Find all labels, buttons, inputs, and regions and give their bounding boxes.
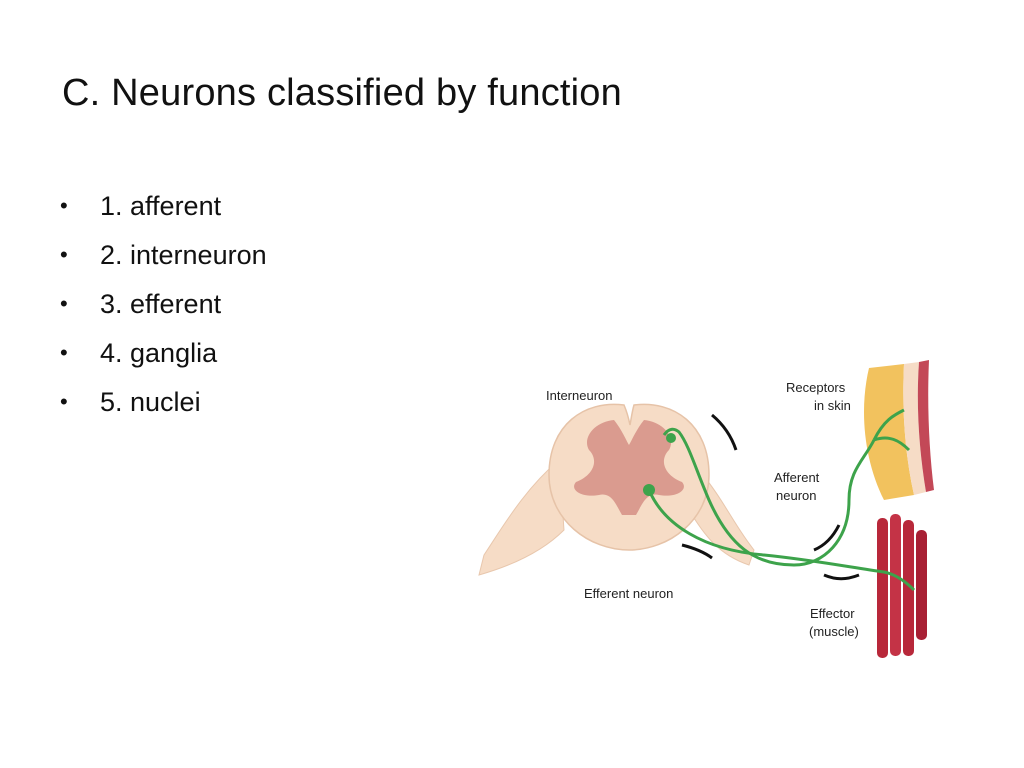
bullet-icon: • <box>60 340 68 365</box>
skin-tissue <box>864 360 934 500</box>
bullet-list <box>60 187 267 432</box>
bullet-text: 4. ganglia <box>100 338 218 368</box>
label-effector-line2: (muscle) <box>809 624 859 639</box>
label-efferent: Efferent neuron <box>584 586 674 601</box>
bullet-item <box>60 383 267 432</box>
label-afferent-line2: neuron <box>776 488 817 503</box>
bullet-icon: • <box>60 389 68 414</box>
label-afferent-line1: Afferent <box>774 470 820 485</box>
label-receptors-line2: in skin <box>814 398 851 413</box>
label-interneuron: Interneuron <box>546 388 613 403</box>
bullet-icon: • <box>60 291 68 316</box>
bullet-item <box>60 285 267 334</box>
bullet-item <box>60 334 267 383</box>
bullet-icon: • <box>60 242 68 267</box>
bullet-text: 5. nuclei <box>100 387 201 417</box>
bullet-item <box>60 236 267 285</box>
spinal-cord <box>479 404 754 575</box>
bullet-item <box>60 187 267 236</box>
motor-neuron-soma <box>643 484 655 496</box>
label-receptors-line1: Receptors <box>786 380 846 395</box>
bullet-icon: • <box>60 193 68 218</box>
interneuron-soma <box>666 433 676 443</box>
muscle-tissue <box>877 514 927 658</box>
reflex-arc-svg <box>464 350 942 688</box>
reflex-arc-diagram <box>464 350 942 688</box>
bullet-text: 2. interneuron <box>100 240 267 270</box>
slide-title: C. Neurons classified by function <box>62 72 622 114</box>
label-effector-line1: Effector <box>810 606 855 621</box>
bullet-text: 1. afferent <box>100 191 222 221</box>
bullet-text: 3. efferent <box>100 289 222 319</box>
